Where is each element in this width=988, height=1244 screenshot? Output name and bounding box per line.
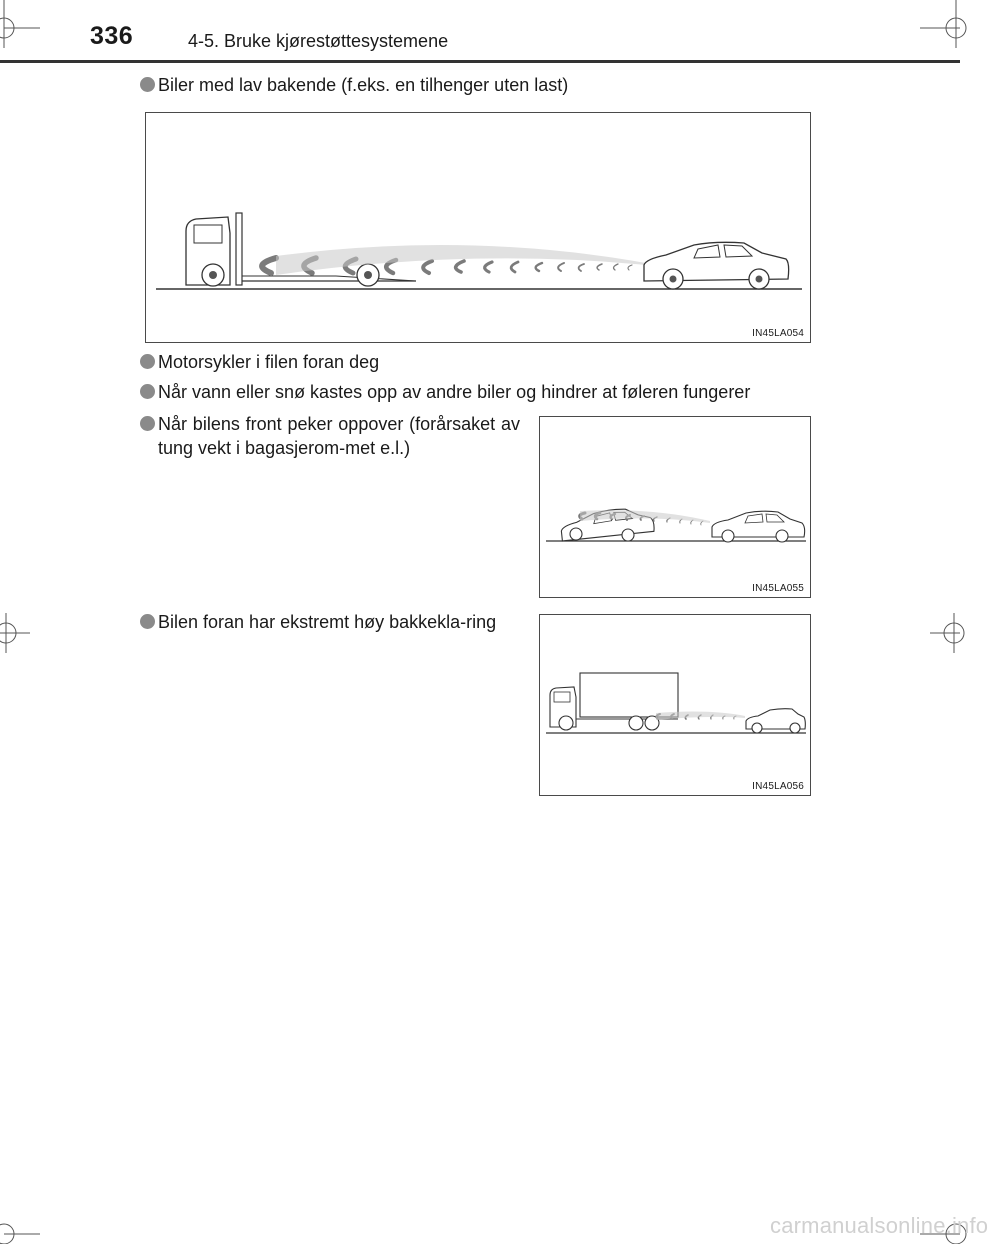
crop-mark-middle-left: [0, 608, 30, 658]
illustration-trailer-scene: [146, 113, 812, 344]
watermark: carmanualsonline.info: [770, 1213, 988, 1238]
crop-mark-bottom-left: [0, 1210, 40, 1244]
crop-mark-middle-right: [930, 608, 960, 658]
figure-trailer: [145, 112, 811, 343]
figure-code: IN45LA055: [752, 583, 804, 594]
figure-code: IN45LA056: [752, 781, 804, 792]
illustration-front-raised-scene: [540, 417, 812, 599]
bullet-text: Motorsykler i filen foran deg: [158, 352, 380, 372]
figure-high-clearance: [539, 614, 811, 796]
section-title: 4-5. Bruke kjørestøttesystemene: [188, 31, 449, 51]
bullet-dot: [140, 614, 155, 629]
crop-mark-top-left: [0, 0, 40, 50]
bullet-text: Biler med lav bakende (f.eks. en tilhenger uten last): [158, 75, 569, 95]
figure-front-raised: [539, 416, 811, 598]
bullet-text: Når vann eller snø kastes opp av andre biler og hindrer at føleren fungerer: [158, 382, 751, 402]
illustration-high-clearance-scene: [540, 615, 812, 797]
header-rule: [0, 60, 960, 63]
page-number: 336: [90, 22, 134, 50]
bullet-text: Når bilens front peker oppover (forårsaket av tung vekt i bagasjerom-met e.l.): [158, 414, 520, 458]
bullet-item-front-up: [140, 412, 520, 492]
bullet-dot: [140, 384, 155, 399]
bullet-dot: [140, 354, 155, 369]
bullet-text: Bilen foran har ekstremt høy bakkekla-ring: [158, 612, 497, 632]
figure-code: IN45LA054: [752, 328, 804, 339]
bullet-dot: [140, 416, 155, 431]
bullet-item-high-clearance: [140, 610, 520, 666]
bullet-dot: [140, 77, 155, 92]
crop-mark-top-right: [920, 0, 960, 50]
